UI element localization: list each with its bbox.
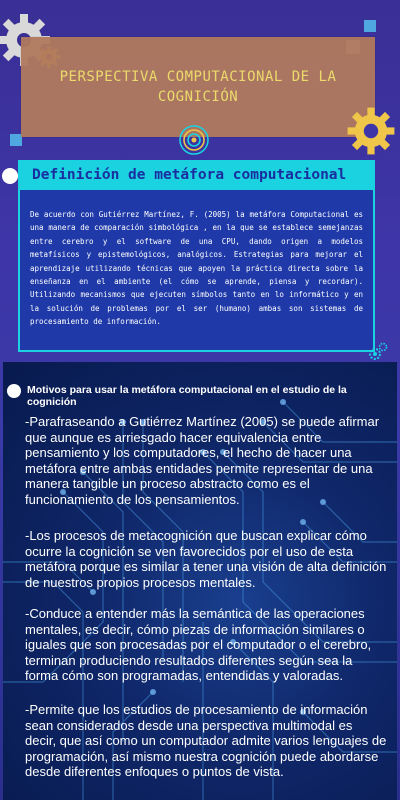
motive-paragraph: -Los procesos de metacognición que buscan explicar cómo ocurre la cognición se ven favorecidos por el uso de esta metáfora porque es similar a tener una visión de alta definición de nuestros propios procesos mentales. xyxy=(25,528,387,590)
settings-gears-icon xyxy=(366,340,390,364)
motive-paragraph: -Parafraseando a Gutiérrez Martínez (2005) se puede afirmar que aunque es arriesgado hacer equivalencia entre pensamiento y los computadores, el hecho de hacer una metáfora entre ambas entidades permite representar de una manera tangible un proceso abstracto como es el funcionamiento de los pensamientos. xyxy=(25,414,380,507)
motives-section xyxy=(3,362,397,800)
motives-heading: Motivos para usar la metáfora computacional en el estudio de la cognición xyxy=(27,384,347,408)
definition-heading: Definición de metáfora computacional xyxy=(32,167,347,183)
definition-text: De acuerdo con Gutiérrez Martínez, F. (2005) la metáfora Computacional es una manera de comparación simbológica , en la que se establece semejanzas entre cerebro y el software de una CPU, dando origen a modelos metafísicos y epistemológicos, analógicos. Estrategias para mejorar el aprendizaje utilizando técnicas que apoyen la práctica directa sobre la enseñanza en el ambiente (el cómo se aprende, piensa y recordar). Utilizando mecanismos que ejecuten símbolos tanto en lo informático y en la solución de problemas por el ser (humano) ambas son sistemas de procesamiento de información. xyxy=(30,210,363,327)
gear-icon xyxy=(344,104,398,158)
decor-square xyxy=(364,20,376,32)
motive-paragraph: -Conduce a entender más la semántica de las operaciones mentales, es decir, cómo piezas de información similares o iguales que son procesadas por el computador o el cerebro, terminan produciendo resultados diferentes según sea la forma cómo son programadas, entendidas y valoradas. xyxy=(25,606,372,684)
page-title: PERSPECTIVA COMPUTACIONAL DE LA COGNICIÓN xyxy=(59,69,337,105)
definition-heading-bar xyxy=(18,160,375,190)
title-banner xyxy=(21,37,375,137)
definition-box xyxy=(18,190,375,352)
bullet-dot xyxy=(7,384,21,398)
motive-paragraph: -Permite que los estudios de procesamiento de información sean considerados desde una perspectiva multimodal es decir, que así como un computador admite varios lenguajes de programación, así mismo nuestra cognición puede abordarse desde diferentes enfoques o puntos de vista. xyxy=(25,702,387,780)
bullet-dot xyxy=(2,168,18,184)
wifi-signal-icon xyxy=(178,124,210,156)
